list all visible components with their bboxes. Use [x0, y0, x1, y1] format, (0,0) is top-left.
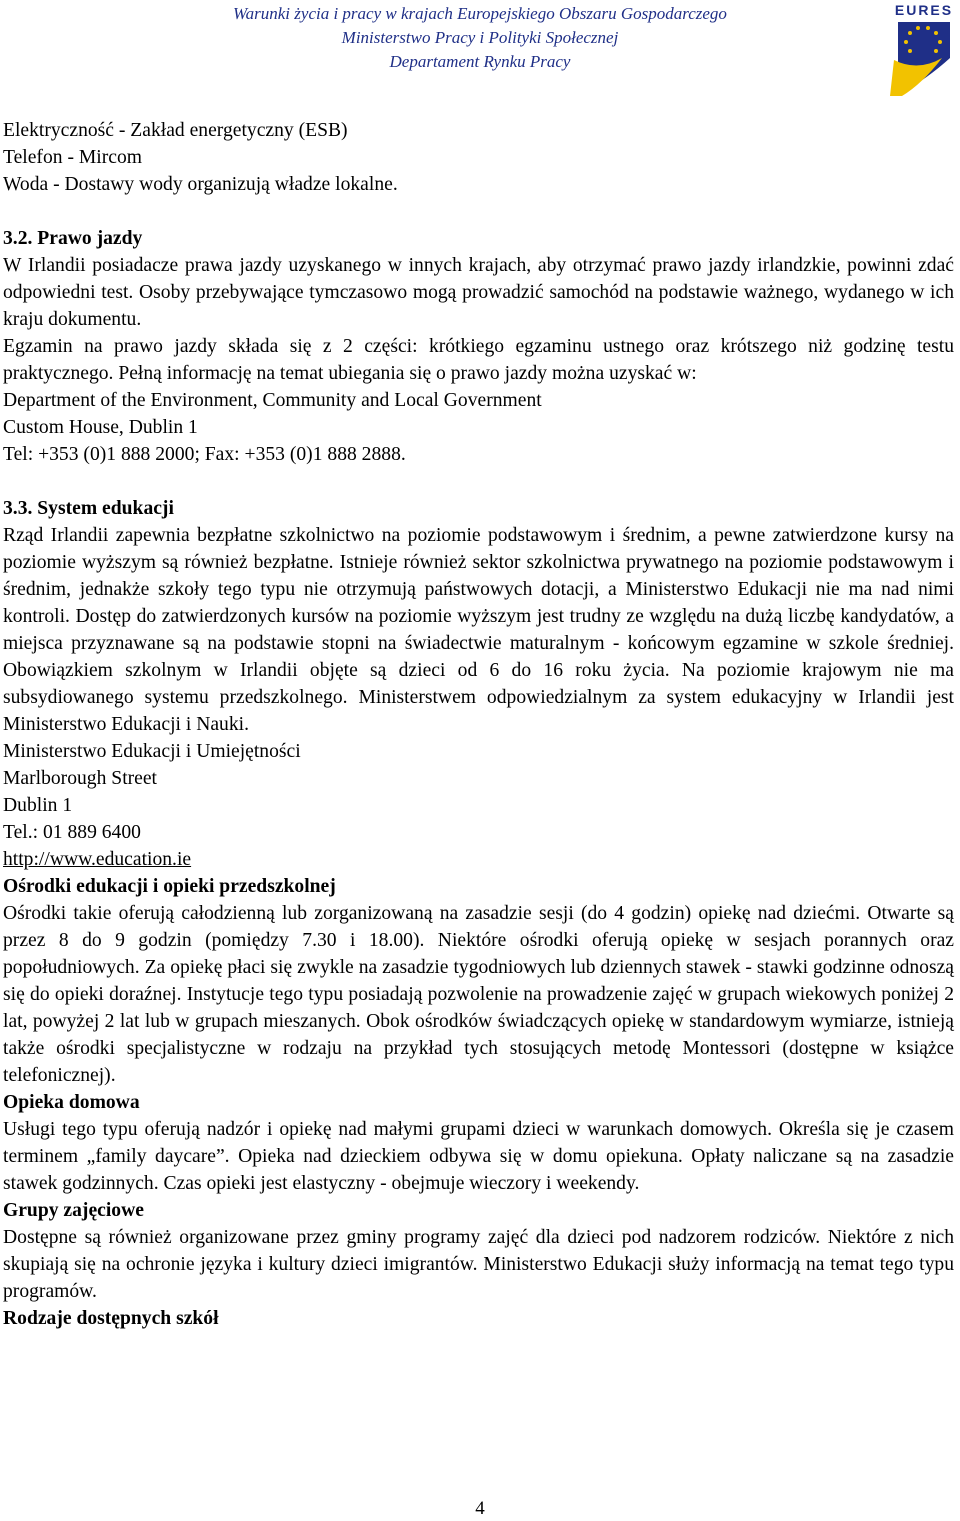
driving-contact-org: Department of the Environment, Community and Local Government: [3, 390, 542, 411]
utility-water: Woda - Dostawy wody organizują władze lokalne.: [3, 174, 398, 195]
ministry-city: Dublin 1: [3, 795, 73, 816]
ministry-phone: Tel.: 01 889 6400: [3, 822, 141, 843]
utility-phone: Telefon - Mircom: [3, 147, 143, 168]
groups-paragraph: Dostępne są również organizowane przez gminy programy zajęć dla dzieci pod nadzorem rodziców. Niektóre z nich skupiają się na ochronie języka i kultury dzieci imigrantów. Ministerstwo Edukacji służy informacją na temat tego typu programów.: [3, 1227, 954, 1302]
eures-logo-graphic: [888, 0, 960, 96]
subheading-childcare: Ośrodki edukacji i opieki przedszkolnej: [3, 876, 336, 897]
eures-logo: [888, 0, 960, 96]
driving-paragraph-1: W Irlandii posiadacze prawa jazdy uzyskanego w innych krajach, aby otrzymać prawo jazdy irlandzkie, powinni zdać odpowiedni test. Osoby przebywające tymczasowo mogą prowadzić samochód na podstawie ważnego, wydanego w ich kraju dokumentu.: [3, 255, 954, 330]
ministry-name: Ministerstwo Edukacji i Umiejętności: [3, 741, 301, 762]
subheading-home-care: Opieka domowa: [3, 1092, 140, 1113]
driving-contact-address: Custom House, Dublin 1: [3, 417, 198, 438]
home-care-paragraph: Usługi tego typu oferują nadzór i opiekę nad małymi grupami dzieci w warunkach domowych. Określa się je czasem terminem „family daycare”. Opieka nad dzieckiem odbywa się w domu opiekuna. Opłaty naliczane są na zasadzie stawek godzinnych. Czas opieki jest elastyczny - obejmuje wieczory i weekendy.: [3, 1119, 954, 1194]
ministry-url-link[interactable]: http://www.education.ie: [3, 849, 192, 870]
childcare-paragraph: Ośrodki takie oferują całodzienną lub zorganizowaną na zasadzie sesji (do 4 godzin) opiekę nad dziećmi. Otwarte są przez 8 do 9 godzin (pomiędzy 7.30 i 18.00). Niektóre ośrodki oferują opiekę w sesjach porannych oraz popołudniowych. Za opiekę płaci się zwykle na zasadzie tygodniowych lub dziennych stawek - stawki godzinne odnoszą się do opieki doraźnej. Instytucje tego typu posiadają pozwolenie na prowadzenie zajęć w grupach wiekowych poniżej 2 lat, powyżej 2 lat lub w grupach mieszanych. Obok ośrodków świadczących opiekę w standardowym wymiarze, istnieją także ośrodki specjalistyczne w rodzaju na przykład tych stosujących metodę Montessori (dostępne w książce telefonicznej).: [3, 903, 954, 1086]
section-heading-education: 3.3. System edukacji: [3, 498, 174, 519]
header-title: Warunki życia i pracy w krajach Europejskiego Obszaru Gospodarczego: [233, 4, 727, 23]
driving-paragraph-2: Egzamin na prawo jazdy składa się z 2 części: krótkiego egzaminu ustnego oraz krótszego niż godzinę testu praktycznego. Pełną informację na temat ubiegania się o prawo jazdy można uzyskać w:: [3, 336, 954, 384]
section-heading-driving: 3.2. Prawo jazdy: [3, 228, 143, 249]
utility-electricity: Elektryczność - Zakład energetyczny (ESB): [3, 120, 348, 141]
header-department: Departament Rynku Pracy: [389, 52, 571, 71]
logo-text: EURES: [894, 2, 954, 18]
ministry-street: Marlborough Street: [3, 768, 157, 789]
page-number: 4: [475, 1498, 485, 1519]
subheading-groups: Grupy zajęciowe: [3, 1200, 144, 1221]
driving-contact-phone: Tel: +353 (0)1 888 2000; Fax: +353 (0)1 888 2888.: [3, 444, 406, 465]
education-paragraph: Rząd Irlandii zapewnia bezpłatne szkolnictwo na poziomie podstawowym i średnim, a pewne zatwierdzone kursy na poziomie wyższym są również bezpłatne. Istnieje również sektor szkolnictwa prywatnego na poziomie podstawowym i średnim, jednakże szkoły tego typu nie otrzymują państwowych dotacji, a Ministerstwo Edukacji nie ma nad nimi kontroli. Dostęp do zatwierdzonych kursów na poziomie wyższym jest trudny ze względu na dużą liczbę kandydatów, a miejsca przyznawane są na podstawie stopni na świadectwie maturalnym - końcowym egzamine w szkole średniej. Obowiązkiem szkolnym w Irlandii objęte są dzieci od 6 do 16 roku życia. Na poziomie krajowym nie ma subsydiowanego systemu przedszkolnego. Ministerstwem odpowiedzialnym za system edukacyjny w Irlandii jest Ministerstwo Edukacji i Nauki.: [3, 525, 954, 735]
subheading-schools: Rodzaje dostępnych szkół: [3, 1308, 219, 1329]
header-ministry: Ministerstwo Pracy i Polityki Społecznej: [341, 28, 619, 47]
page-header: [150, 2, 810, 74]
document-body: [3, 117, 954, 1332]
